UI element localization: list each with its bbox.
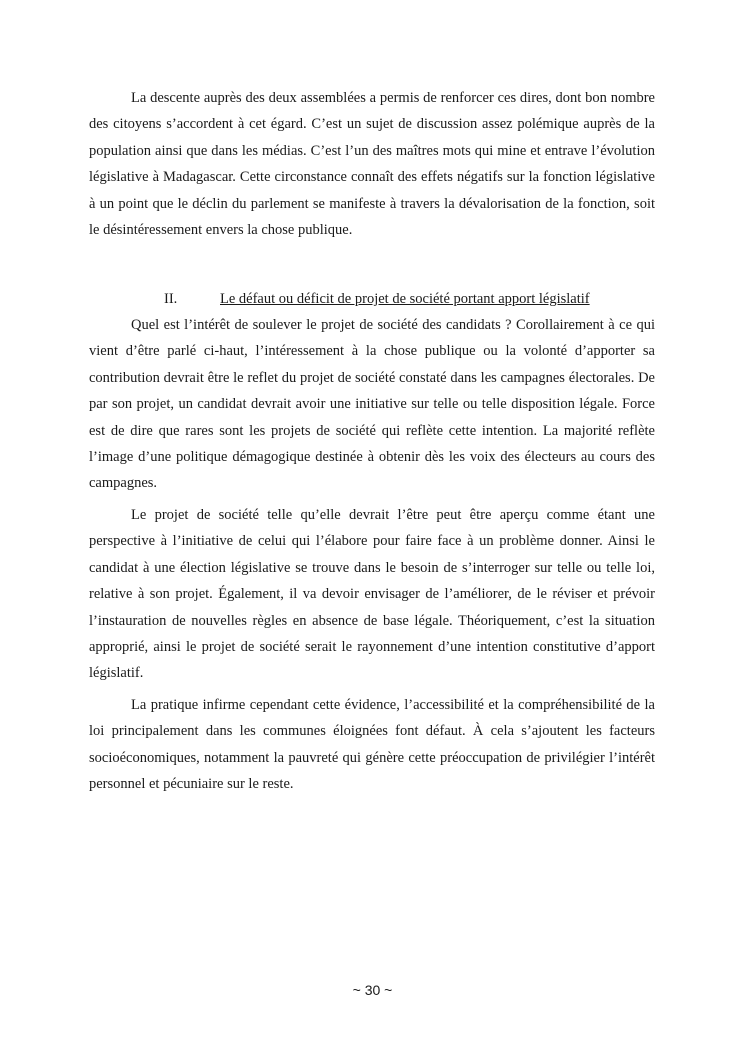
body-paragraph: Quel est l’intérêt de soulever le projet de société des candidats ? Corollairement à ce qui vient d’être parlé ci-haut, l’intéressement à la chose publique ou la volonté d’apporter sa contribution devrait être le reflet du projet de société constaté dans les campagnes électorales. De par son projet, un candidat devrait avoir une initiative sur telle ou telle disposition légale. Force est de dire que rares sont les projets de société qui reflète cette intention. La majorité reflète l’image d’une politique démagogique destinée à obtenir dès les voix des électeurs au cours des campagnes.: [89, 317, 655, 492]
body-paragraph: La descente auprès des deux assemblées a permis de renforcer ces dires, dont bon nombre des citoyens s’accordent à cet égard. C’est un sujet de discussion assez polémique auprès de la population ainsi que dans les médias. C’est l’un des maîtres mots qui mine et entrave l’évolution législative à Madagascar. Cette circonstance connaît des effets négatifs sur la fonction législative à un point que le déclin du parlement se manifeste à travers la dévalorisation de la fonction, soit le désintéressement envers la chose publique.: [89, 90, 655, 239]
page-number: ~ 30 ~: [352, 982, 393, 998]
section-title: Le défaut ou déficit de projet de société portant apport législatif: [220, 291, 590, 307]
section-number: II.: [164, 291, 178, 307]
body-paragraph: La pratique infirme cependant cette évidence, l’accessibilité et la compréhensibilité de la loi principalement dans les communes éloignées font défaut. À cela s’ajoutent les facteurs socioéconomiques, notamment la pauvreté qui génère cette préoccupation de privilégier l’intérêt personnel et pécuniaire sur le reste.: [89, 697, 655, 793]
body-paragraph: Le projet de société telle qu’elle devrait l’être peut être aperçu comme étant une perspective à l’initiative de celui qui l’élabore pour faire face à un problème donner. Ainsi le candidat à une élection législative se trouve dans le besoin de s’interroger sur telle ou telle loi, relative à son projet. Également, il va devoir envisager de l’améliorer, de le réviser et prévoir l’instauration de nouvelles règles en absence de base légale. Théoriquement, c’est la situation approprié, ainsi le projet de société serait le rayonnement d’une intention constitutive d’apport législatif.: [89, 507, 655, 682]
